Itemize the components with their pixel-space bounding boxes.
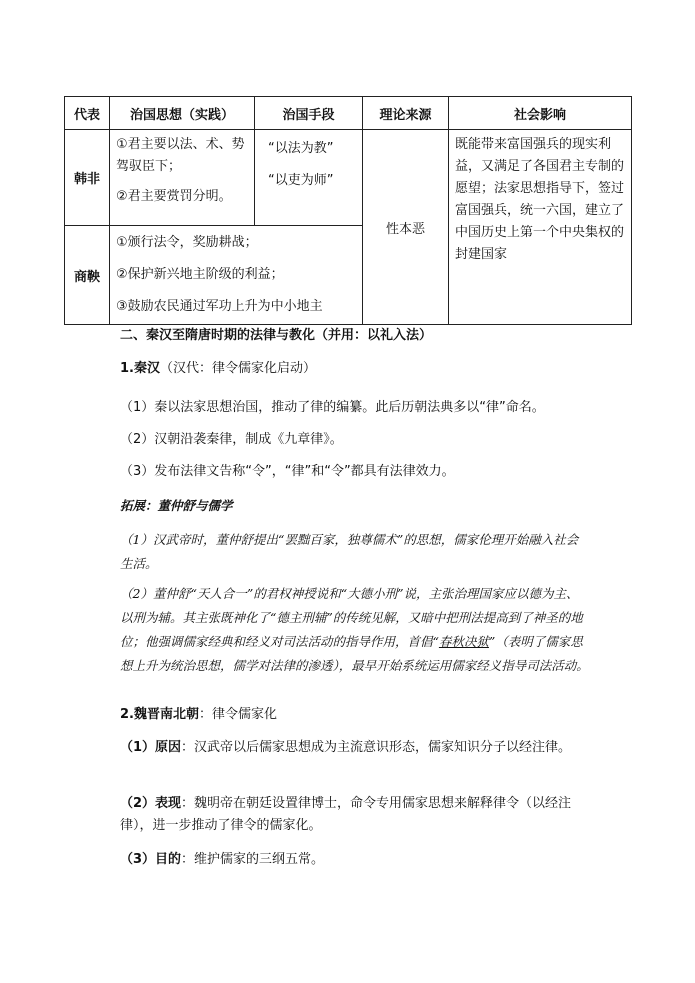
weijin-item-2-label: （2）表现 [120,796,182,811]
extension-p1: （1）汉武帝时，董仲舒提出“罢黜百家，独尊儒术”的思想，儒家伦理开始融入社会生活。 [120,532,579,571]
qinhan-heading-text: 1.秦汉 [120,361,160,376]
qinhan-item-3: （3）发布法律文告称“令”，“律”和“令”都具有法律效力。 [120,464,455,479]
thought-hanfei-2: ②君主要赏罚分明。 [116,189,232,204]
header-representative: 代表 [65,97,110,130]
extension-p2-before: （2）董仲舒“天人合一”的君权神授说和“大德小刑”说，主张治理国家应以德为主、以刑为辅。其主张既神化了“德主刑辅”的传统见解，又暗中把刑法提高到了神圣的地位；他强调儒家经典和经义对司法活动的指导作用，首倡“ [120,586,583,649]
table-row-hanfei [65,130,632,226]
weijin-item-3 [120,849,324,871]
header-thought: 治国思想（实践） [110,97,255,130]
weijin-item-3-label: （3）目的 [120,852,182,867]
qinhan-item-2: （2）汉朝沿袭秦律，制成《九章律》。 [120,432,343,447]
thought-shangyang-2: ②保护新兴地主阶级的利益； [116,267,284,282]
header-effect: 社会影响 [449,97,632,130]
name-shangyang: 商鞅 [65,226,110,325]
social-effect: 既能带来富国强兵的现实利益，又满足了各国君主专制的愿望；法家思想指导下，签过富国强兵，统一六国，建立了中国历史上第一个中央集权的封建国家 [449,130,632,325]
weijin-item-3-text: ：维护儒家的三纲五常。 [181,852,325,867]
extension-p2-underlined: 春秋决狱 [438,634,489,649]
extension-p2 [120,582,590,678]
weijin-heading-note: ：律令儒家化 [198,707,277,722]
weijin-item-1 [120,737,590,759]
extension-p2-after: ”（表明了儒家思想上升为统治思想，儒学对法律的渗透），最早开始系统运用儒家经义指导司法活动。 [120,634,589,673]
qinhan-heading-note: （汉代：律令儒家化启动） [159,361,316,376]
qinhan-item-1: （1）秦以法家思想治国，推动了律的编纂。此后历朝法典多以“律”命名。 [120,400,545,415]
theory-source: 性本恶 [363,130,449,325]
weijin-item-2-text: ：魏明帝在朝廷设置律博士，命令专用儒家思想来解释律令（以经注律），进一步推动了律令的儒家化。 [120,796,572,833]
header-means: 治国手段 [255,97,363,130]
weijin-item-1-text: ：汉武帝以后儒家思想成为主流意识形态，儒家知识分子以经注律。 [181,740,572,755]
means-hanfei-1: “以法为教” [268,141,334,156]
table-header-row [65,97,632,130]
qinhan-heading [120,358,316,380]
name-hanfei: 韩非 [65,130,110,226]
thought-shangyang-1: ①颁行法令，奖励耕战； [116,235,258,250]
means-hanfei-2: “以吏为师” [268,173,334,188]
weijin-item-1-label: （1）原因 [120,740,182,755]
thought-shangyang-3: ③鼓励农民通过军功上升为中小地主 [116,299,323,314]
legalist-table [64,96,632,325]
weijin-heading-text: 2.魏晋南北朝 [120,707,199,722]
means-hanfei [255,130,363,226]
weijin-heading [120,704,277,726]
weijin-item-2 [120,793,590,837]
header-source: 理论来源 [363,97,449,130]
section2-title: 二、秦汉至隋唐时期的法律与教化（并用：以礼入法） [120,328,433,343]
extension-label: 拓展：董仲舒与儒学 [120,498,233,513]
thought-hanfei-1: ①君主要以法、术、势驾驭臣下； [116,137,245,174]
thought-shangyang [110,226,363,325]
thought-hanfei [110,130,255,226]
